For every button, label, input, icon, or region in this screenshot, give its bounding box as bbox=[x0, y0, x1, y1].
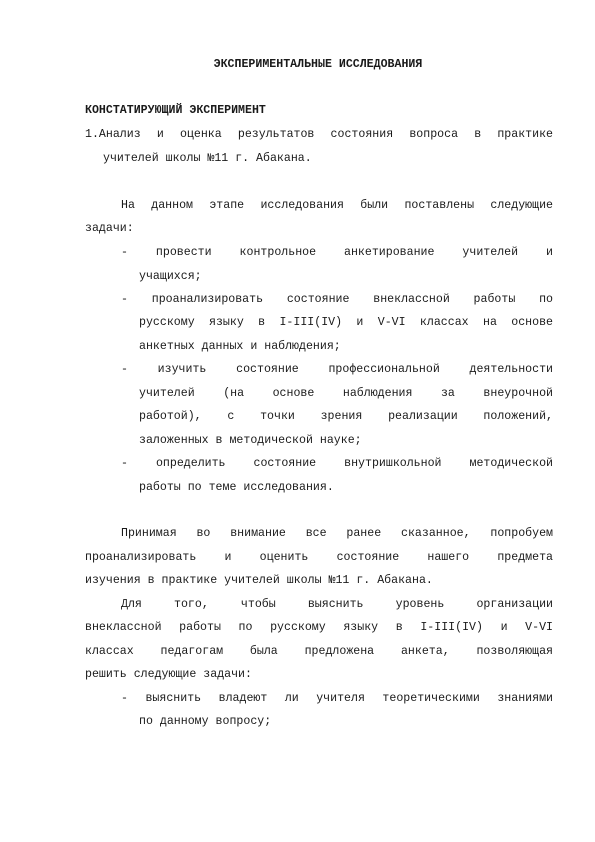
para3-line: решить следующие задачи: bbox=[85, 668, 252, 681]
page-title: ЭКСПЕРИМЕНТАЛЬНЫЕ ИССЛЕДОВАНИЯ bbox=[213, 58, 423, 71]
para2-line: изучения в практике учителей школы №11 г. Абакана. bbox=[85, 574, 433, 587]
list-item-continuation: работой), с точки зрения реализации положений, bbox=[139, 410, 553, 423]
list-item: - провести контрольное анкетирование учителей и bbox=[121, 246, 553, 259]
item1-line2: учителей школы №11 г. Абакана. bbox=[103, 152, 312, 165]
list-item: - выяснить владеют ли учителя теоретическими знаниями bbox=[121, 692, 553, 705]
list-item-continuation: анкетных данных и наблюдения; bbox=[139, 340, 341, 353]
list-item-continuation: заложенных в методической науке; bbox=[139, 434, 362, 447]
para3-line: внеклассной работы по русскому языку в I-III(IV) и V-VI bbox=[85, 621, 553, 634]
list-item-continuation: русскому языку в I-III(IV) и V-VI классах на основе bbox=[139, 316, 553, 329]
item1-line1: 1.Анализ и оценка результатов состояния вопроса в практике bbox=[85, 128, 553, 141]
list-item-continuation: по данному вопросу; bbox=[139, 715, 272, 728]
list-item-continuation: учителей (на основе наблюдения за внеурочной bbox=[139, 387, 553, 400]
para1-line1: На данном этапе исследования были поставлены следующие bbox=[121, 199, 553, 212]
para2-line: проанализировать и оценить состояние нашего предмета bbox=[85, 551, 553, 564]
section-heading: КОНСТАТИРУЮЩИЙ ЭКСПЕРИМЕНТ bbox=[85, 104, 266, 117]
para3-line: Для того, чтобы выяснить уровень организации bbox=[121, 598, 553, 611]
list-item-continuation: учащихся; bbox=[139, 270, 202, 283]
para3-line: классах педагогам была предложена анкета, позволяющая bbox=[85, 645, 553, 658]
para1-line2: задачи: bbox=[85, 222, 134, 235]
list-item: - изучить состояние профессиональной деятельности bbox=[121, 363, 553, 376]
para2-line: Принимая во внимание все ранее сказанное, попробуем bbox=[121, 527, 553, 540]
list-item: - определить состояние внутришкольной методической bbox=[121, 457, 553, 470]
list-item: - проанализировать состояние внеклассной работы по bbox=[121, 293, 553, 306]
list-item-continuation: работы по теме исследования. bbox=[139, 481, 334, 494]
